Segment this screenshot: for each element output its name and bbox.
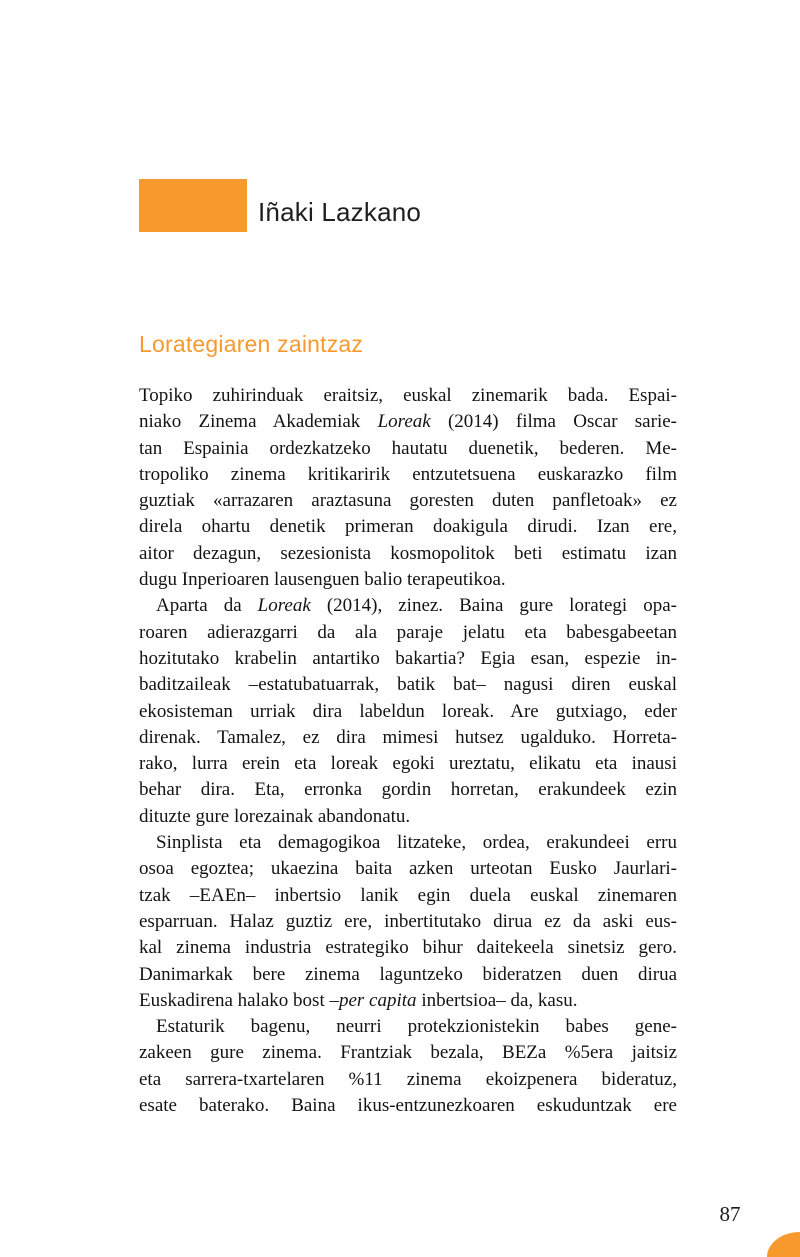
text-segment: Estaturik bagenu, neurri protekzionistekin babes gene-	[156, 1016, 677, 1038]
text-line	[139, 1067, 677, 1093]
text-segment: guztiak «arrazaren araztasuna goresten duten panfletoak» ez	[139, 490, 677, 512]
section-heading: Lorategiaren zaintzaz	[139, 331, 364, 357]
text-segment: (2014) filma Oscar sarie-	[430, 411, 677, 433]
text-segment: behar dira. Eta, erronka gordin horretan, erakundeek ezin	[139, 779, 677, 801]
text-segment: esparruan. Halaz guztiz ere, inbertitutako dirua ez da aski eus-	[139, 910, 677, 932]
text-segment: tan Espainia ordezkatzeko hautatu duenetik, bederen. Me-	[139, 437, 677, 459]
text-line	[139, 593, 677, 619]
text-line	[139, 988, 677, 1014]
text-line	[139, 567, 677, 593]
text-segment: Danimarkak bere zinema laguntzeko bideratzen duen dirua	[139, 963, 677, 985]
text-segment: inbertsioa– da, kasu.	[416, 989, 578, 1011]
text-segment: niako Zinema Akademiak	[139, 411, 378, 433]
text-segment: zakeen gure zinema. Frantziak bezala, BEZa %5era jaitsiz	[139, 1042, 677, 1064]
italic-text: per capita	[338, 989, 417, 1011]
text-segment: ekosisteman urriak dira labeldun loreak. Are gutxiago, eder	[139, 700, 677, 722]
text-segment: dituzte gure lorezainak abandonatu.	[139, 805, 411, 827]
text-segment: direla ohartu denetik primeran doakigula dirudi. Izan ere,	[139, 516, 677, 538]
text-line	[139, 1014, 677, 1040]
text-segment: eta sarrera-txartelaren %11 zinema ekoizpenera bideratuz,	[139, 1068, 677, 1090]
text-line	[139, 1093, 677, 1119]
text-line	[139, 883, 677, 909]
text-segment: esate baterako. Baina ikus-entzunezkoaren eskuduntzak ere	[139, 1095, 677, 1117]
text-segment: hozitutako krabelin antartiko bakartia? Egia esan, espezie in-	[139, 647, 677, 669]
text-segment: kal zinema industria estrategiko bihur daitekeela sinetsiz gero.	[139, 937, 677, 959]
text-segment: (2014), zinez. Baina gure lorategi opa-	[310, 595, 677, 617]
text-segment: dugu Inperioaren lausenguen balio terapeutikoa.	[139, 569, 506, 591]
italic-text: Loreak	[257, 595, 311, 617]
text-line	[139, 909, 677, 935]
text-line	[139, 935, 677, 961]
text-segment: direnak. Tamalez, ez dira mimesi hutsez ugalduko. Horreta-	[139, 726, 677, 748]
body-text	[139, 383, 677, 1119]
text-line	[139, 462, 677, 488]
paragraph	[139, 1014, 677, 1119]
text-line	[139, 962, 677, 988]
text-line	[139, 856, 677, 882]
text-segment: rako, lurra erein eta loreak egoki ureztatu, elikatu eta inausi	[139, 753, 677, 775]
text-segment: Aparta da	[156, 595, 258, 617]
text-line	[139, 751, 677, 777]
italic-text: Loreak	[377, 411, 431, 433]
text-segment: roaren adierazgarri da ala paraje jelatu eta babesgabeetan	[139, 621, 677, 643]
text-line	[139, 646, 677, 672]
text-line	[139, 383, 677, 409]
text-line	[139, 1040, 677, 1066]
text-line	[139, 699, 677, 725]
text-segment: aitor dezagun, sezesionista kosmopolitok beti estimatu izan	[139, 542, 677, 564]
text-segment: tzak –EAEn– inbertsio lanik egin duela euskal zinemaren	[139, 884, 677, 906]
page-number: 87	[719, 1202, 741, 1226]
text-line	[139, 620, 677, 646]
text-line	[139, 488, 677, 514]
paragraph	[139, 830, 677, 1014]
text-segment: Sinplista eta demagogikoa litzateke, ordea, erakundeei erru	[156, 832, 677, 854]
text-line	[139, 514, 677, 540]
text-segment: Topiko zuhirinduak eraitsiz, euskal zinemarik bada. Espai-	[139, 385, 677, 406]
text-line	[139, 409, 677, 435]
text-line	[139, 830, 677, 856]
text-line	[139, 777, 677, 803]
chapter-marker-rect	[139, 179, 247, 232]
author-name: Iñaki Lazkano	[258, 197, 422, 227]
paragraph	[139, 383, 677, 593]
text-line	[139, 541, 677, 567]
text-segment: baditzaileak –estatubatuarrak, batik bat– nagusi diren euskal	[139, 674, 677, 696]
paragraph	[139, 593, 677, 830]
text-line	[139, 725, 677, 751]
text-line	[139, 804, 677, 830]
text-segment: Euskadirena halako bost –	[139, 989, 339, 1011]
text-line	[139, 436, 677, 462]
text-segment: tropoliko zinema kritikaririk entzutetsuena euskarazko film	[139, 463, 677, 485]
text-segment: osoa egoztea; ukaezina baita azken urteotan Eusko Jaurlari-	[139, 858, 677, 880]
text-line	[139, 672, 677, 698]
corner-accent	[767, 1232, 800, 1257]
